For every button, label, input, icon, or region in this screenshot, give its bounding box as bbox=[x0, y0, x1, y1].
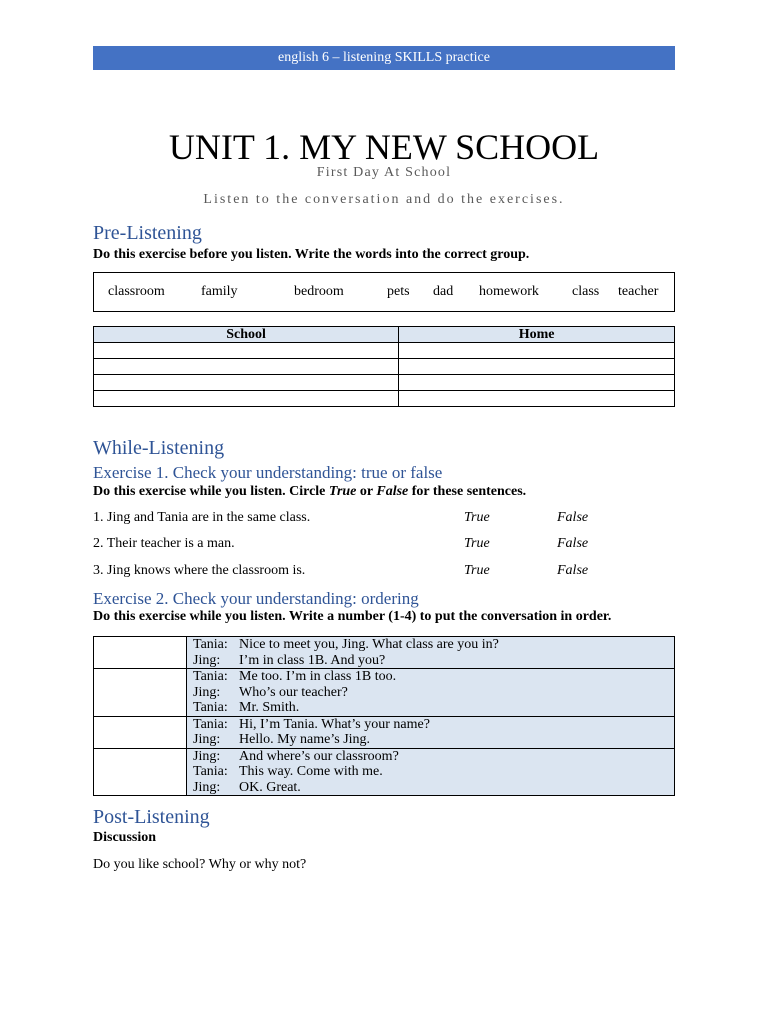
word-bank-item: teacher bbox=[618, 284, 659, 299]
word-bank bbox=[93, 272, 675, 312]
statement-text: 1. Jing and Tania are in the same class. bbox=[93, 510, 311, 525]
column-header-home: Home bbox=[399, 327, 675, 343]
dialogue-text: Me too. I’m in class 1B too. bbox=[239, 669, 397, 684]
dialogue-line bbox=[187, 637, 674, 653]
dialogue-cell bbox=[187, 637, 675, 669]
speaker: Jing: bbox=[193, 684, 221, 700]
exercise-1-instruction: Do this exercise while you listen. Circle True or False for these sentences. bbox=[93, 484, 527, 499]
dialogue-text: Who’s our teacher? bbox=[239, 684, 348, 700]
speaker: Tania: bbox=[193, 764, 228, 779]
word-bank-item: bedroom bbox=[294, 284, 344, 299]
speaker: Tania: bbox=[193, 637, 228, 652]
exercise-2-instruction: Do this exercise while you listen. Write a number (1-4) to put the conversation in order. bbox=[93, 609, 612, 624]
true-false-item bbox=[93, 563, 675, 583]
word-bank-item: class bbox=[572, 284, 600, 299]
home-cell[interactable] bbox=[399, 375, 675, 391]
dialogue-text: And where’s our classroom? bbox=[239, 748, 399, 764]
intro-instruction: Listen to the conversation and do the exercises. bbox=[203, 192, 565, 207]
true-option[interactable]: True bbox=[464, 563, 490, 578]
word-bank-item: dad bbox=[433, 284, 454, 299]
speaker: Jing: bbox=[193, 652, 221, 668]
dialogue-line bbox=[187, 653, 674, 669]
word-bank-item: pets bbox=[387, 284, 410, 299]
order-number-cell[interactable] bbox=[94, 716, 187, 748]
dialogue-text: Mr. Smith. bbox=[239, 700, 300, 715]
school-cell[interactable] bbox=[94, 359, 399, 375]
home-cell[interactable] bbox=[399, 359, 675, 375]
dialogue-cell bbox=[187, 748, 675, 796]
word-bank-item: classroom bbox=[108, 284, 165, 299]
table-row bbox=[94, 637, 675, 669]
dialogue-text: Hi, I’m Tania. What’s your name? bbox=[239, 716, 430, 732]
dialogue-line bbox=[187, 700, 674, 716]
dialogue-text: OK. Great. bbox=[239, 779, 301, 795]
school-cell[interactable] bbox=[94, 375, 399, 391]
statement-text: 3. Jing knows where the classroom is. bbox=[93, 563, 306, 578]
table-row bbox=[94, 391, 675, 407]
true-false-item bbox=[93, 510, 675, 530]
exercise-2-heading: Exercise 2. Check your understanding: ordering bbox=[93, 589, 419, 608]
exercise-1-heading: Exercise 1. Check your understanding: true or false bbox=[93, 463, 443, 482]
dialogue-line bbox=[187, 732, 674, 748]
table-row bbox=[94, 748, 675, 796]
dialogue-cell bbox=[187, 716, 675, 748]
banner-text: english 6 – listening SKILLS practice bbox=[278, 50, 490, 65]
school-cell[interactable] bbox=[94, 343, 399, 359]
order-number-cell[interactable] bbox=[94, 637, 187, 669]
header-banner bbox=[93, 46, 675, 70]
dialogue-cell bbox=[187, 669, 675, 717]
discussion-subheading: Discussion bbox=[93, 830, 157, 845]
speaker: Jing: bbox=[193, 748, 221, 764]
speaker: Jing: bbox=[193, 732, 221, 747]
discussion-question: Do you like school? Why or why not? bbox=[93, 857, 307, 872]
dialogue-text: I’m in class 1B. And you? bbox=[239, 652, 386, 668]
dialogue-line bbox=[187, 669, 674, 685]
table-header-row bbox=[94, 327, 675, 343]
pre-listening-instruction: Do this exercise before you listen. Write the words into the correct group. bbox=[93, 247, 530, 262]
speaker: Tania: bbox=[193, 716, 228, 732]
word-bank-item: family bbox=[201, 284, 238, 299]
dialogue-text: Hello. My name’s Jing. bbox=[239, 732, 371, 747]
statement-text: 2. Their teacher is a man. bbox=[93, 536, 235, 551]
post-listening-heading: Post-Listening bbox=[93, 806, 210, 828]
dialogue-line bbox=[187, 717, 674, 733]
page-title: UNIT 1. MY NEW SCHOOL bbox=[168, 127, 600, 167]
true-option[interactable]: True bbox=[464, 510, 490, 525]
table-row bbox=[94, 343, 675, 359]
word-bank-item: homework bbox=[479, 284, 539, 299]
table-row bbox=[94, 669, 675, 717]
false-option[interactable]: False bbox=[557, 510, 589, 525]
true-false-item bbox=[93, 536, 675, 556]
speaker: Jing: bbox=[193, 779, 221, 795]
false-option[interactable]: False bbox=[557, 536, 589, 551]
speaker: Tania: bbox=[193, 669, 228, 684]
home-cell[interactable] bbox=[399, 343, 675, 359]
dialogue-line bbox=[187, 685, 674, 701]
pre-listening-heading: Pre-Listening bbox=[93, 222, 202, 244]
dialogue-line bbox=[187, 764, 674, 780]
order-number-cell[interactable] bbox=[94, 748, 187, 796]
column-header-school: School bbox=[94, 327, 399, 343]
false-option[interactable]: False bbox=[557, 563, 589, 578]
school-cell[interactable] bbox=[94, 391, 399, 407]
table-row bbox=[94, 359, 675, 375]
table-row bbox=[94, 375, 675, 391]
dialogue-text: Nice to meet you, Jing. What class are you in? bbox=[239, 637, 499, 652]
home-cell[interactable] bbox=[399, 391, 675, 407]
ordering-table bbox=[93, 636, 675, 796]
while-listening-heading: While-Listening bbox=[93, 437, 225, 459]
page-subtitle: First Day At School bbox=[316, 165, 452, 180]
dialogue-line bbox=[187, 749, 674, 765]
order-number-cell[interactable] bbox=[94, 669, 187, 717]
table-row bbox=[94, 716, 675, 748]
true-option[interactable]: True bbox=[464, 536, 490, 551]
speaker: Tania: bbox=[193, 700, 228, 715]
sorting-table bbox=[93, 326, 675, 407]
dialogue-text: This way. Come with me. bbox=[239, 764, 383, 779]
dialogue-line bbox=[187, 780, 674, 796]
